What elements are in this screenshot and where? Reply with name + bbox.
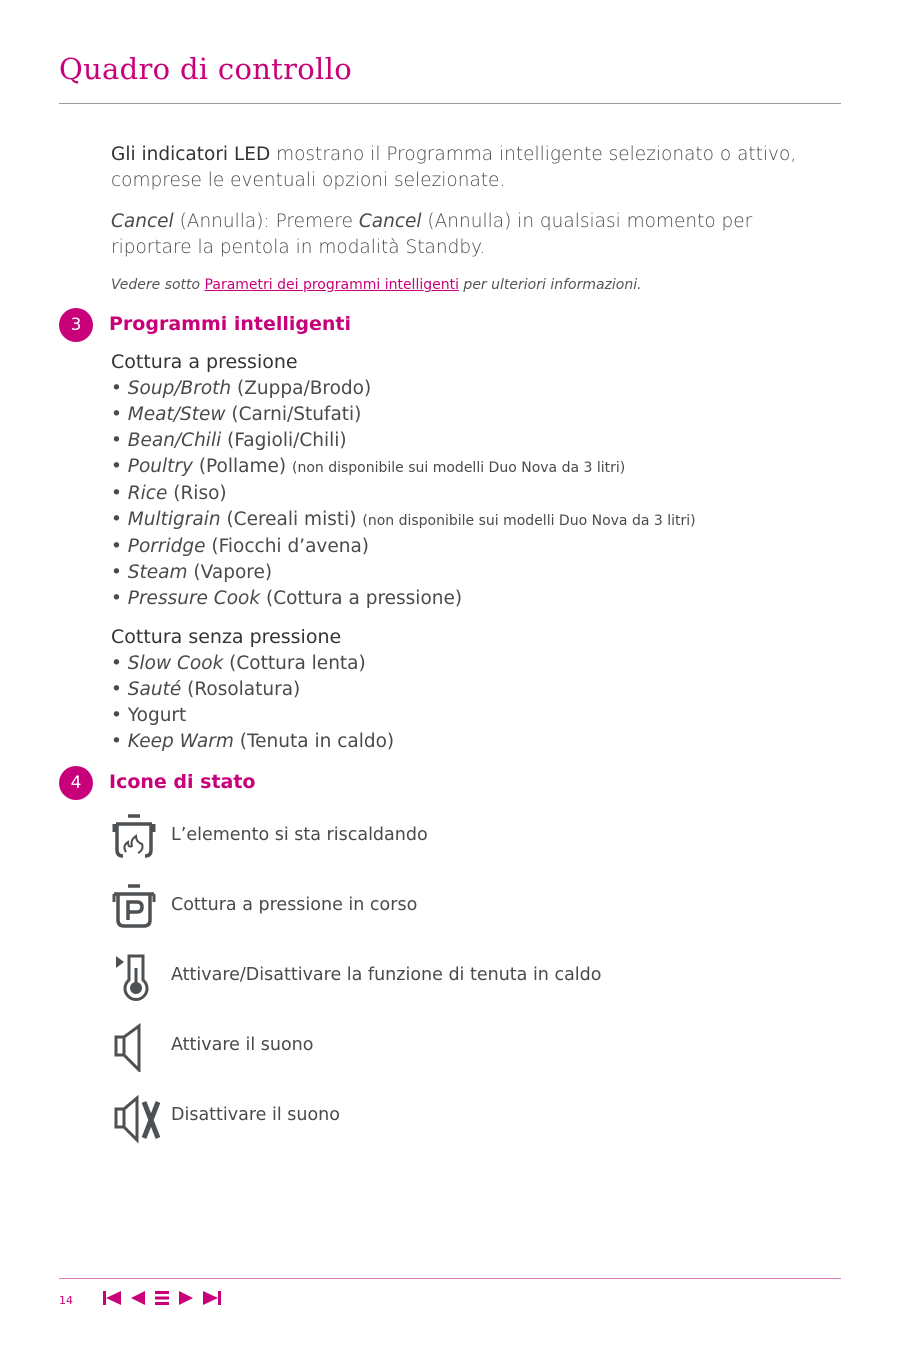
bullet: • xyxy=(111,456,128,477)
program-name-italian: (Cottura a pressione) xyxy=(260,588,463,609)
bullet: • xyxy=(111,731,128,752)
program-name-english: Meat/Stew xyxy=(127,404,226,425)
led-paragraph xyxy=(111,142,831,194)
speaker-mute-icon xyxy=(110,1094,160,1144)
bullet: • xyxy=(111,562,128,583)
program-name-english: Pressure Cook xyxy=(127,588,261,609)
speaker-icon xyxy=(110,1022,160,1072)
bullet: • xyxy=(111,653,128,674)
note-suffix: per ulteriori informazioni. xyxy=(458,277,642,293)
program-list-item xyxy=(111,428,696,454)
program-list-item xyxy=(111,402,696,428)
status-icon-label: Disattivare il suono xyxy=(171,1105,340,1125)
cancel-text: (Annulla): Premere xyxy=(173,211,359,232)
page-number: 14 xyxy=(59,1294,73,1307)
led-term: Gli indicatori LED xyxy=(111,144,271,165)
smart-program-parameters-link[interactable]: Parametri dei programmi intelligenti xyxy=(204,277,459,293)
bullet: • xyxy=(111,705,128,726)
led-description: mostrano il Programma intelligente selezionato o attivo, comprese le eventuali opzioni selezionate. xyxy=(111,144,797,191)
first-page-icon[interactable] xyxy=(102,1290,122,1306)
pressure-pot-icon xyxy=(110,882,160,932)
section-heading: Icone di stato xyxy=(109,771,256,793)
status-icon-label: Attivare il suono xyxy=(171,1035,314,1055)
program-name-italian: (Carni/Stufati) xyxy=(225,404,362,425)
program-name-italian: (Fiocchi d’avena) xyxy=(205,536,370,557)
program-list-item xyxy=(111,534,696,560)
program-name-english: Sauté xyxy=(127,679,182,700)
cancel-term: Cancel xyxy=(111,211,174,232)
table-of-contents-icon[interactable] xyxy=(154,1290,170,1306)
keep-warm-thermometer-icon xyxy=(110,952,160,1002)
bullet: • xyxy=(111,509,128,530)
program-list-item xyxy=(111,729,394,755)
cancel-paragraph xyxy=(111,209,831,261)
program-availability-note: (non disponibile sui modelli Duo Nova da 3 litri) xyxy=(291,460,626,476)
program-name-english: Poultry xyxy=(127,456,193,477)
bullet: • xyxy=(111,536,128,557)
bullet: • xyxy=(111,430,128,451)
footer-divider xyxy=(59,1278,841,1279)
program-list-item xyxy=(111,703,394,729)
program-list-item xyxy=(111,481,696,507)
program-list-item xyxy=(111,560,696,586)
last-page-icon[interactable] xyxy=(202,1290,222,1306)
subsection-heading: Cottura senza pressione xyxy=(111,626,342,648)
bullet: • xyxy=(111,679,128,700)
page-title: Quadro di controllo xyxy=(59,52,352,86)
cancel-term-2: Cancel xyxy=(358,211,422,232)
see-below-note xyxy=(111,277,642,293)
program-name-italian: (Riso) xyxy=(167,483,227,504)
program-name-english: Rice xyxy=(127,483,168,504)
program-list-item xyxy=(111,677,394,703)
program-list-item xyxy=(111,376,696,402)
program-name-english: Steam xyxy=(127,562,188,583)
program-name-english: Keep Warm xyxy=(127,731,234,752)
program-name-italian: (Cereali misti) xyxy=(220,509,363,530)
program-list-item xyxy=(111,507,696,534)
program-list-item xyxy=(111,651,394,677)
program-name-english: Soup/Broth xyxy=(127,378,232,399)
pressure-program-list xyxy=(111,376,696,612)
program-name-italian: (Rosolatura) xyxy=(181,679,301,700)
program-name-english: Multigrain xyxy=(127,509,221,530)
program-availability-note: (non disponibile sui modelli Duo Nova da 3 litri) xyxy=(362,513,696,529)
bullet: • xyxy=(111,404,128,425)
section-number-badge: 3 xyxy=(59,308,93,342)
nonpressure-program-list xyxy=(111,651,394,755)
program-name-italian: Yogurt xyxy=(127,705,187,726)
program-name-italian: (Pollame) xyxy=(192,456,292,477)
program-name-italian: (Cottura lenta) xyxy=(223,653,366,674)
program-name-english: Slow Cook xyxy=(127,653,224,674)
cancel-text-2: (Annulla) in qualsiasi momento per riportare la pentola in modalità Standby. xyxy=(111,211,753,258)
status-icon-label: L’elemento si sta riscaldando xyxy=(171,825,428,845)
status-icon-label: Attivare/Disattivare la funzione di tenuta in caldo xyxy=(171,965,602,985)
program-name-italian: (Tenuta in caldo) xyxy=(233,731,395,752)
status-icon-label: Cottura a pressione in corso xyxy=(171,895,418,915)
page-navigation xyxy=(102,1290,222,1306)
bullet: • xyxy=(111,378,128,399)
section-heading: Programmi intelligenti xyxy=(109,313,352,335)
section-number-badge: 4 xyxy=(59,766,93,800)
previous-page-icon[interactable] xyxy=(130,1290,146,1306)
program-name-english: Bean/Chili xyxy=(127,430,222,451)
program-list-item xyxy=(111,586,696,612)
program-name-english: Porridge xyxy=(127,536,206,557)
program-name-italian: (Vapore) xyxy=(187,562,273,583)
program-name-italian: (Fagioli/Chili) xyxy=(221,430,347,451)
note-prefix: Vedere sotto xyxy=(111,277,205,293)
heating-pot-icon xyxy=(110,812,160,862)
title-divider xyxy=(59,103,841,104)
program-list-item xyxy=(111,454,696,481)
bullet: • xyxy=(111,483,128,504)
program-name-italian: (Zuppa/Brodo) xyxy=(231,378,372,399)
subsection-heading: Cottura a pressione xyxy=(111,351,298,373)
next-page-icon[interactable] xyxy=(178,1290,194,1306)
bullet: • xyxy=(111,588,128,609)
